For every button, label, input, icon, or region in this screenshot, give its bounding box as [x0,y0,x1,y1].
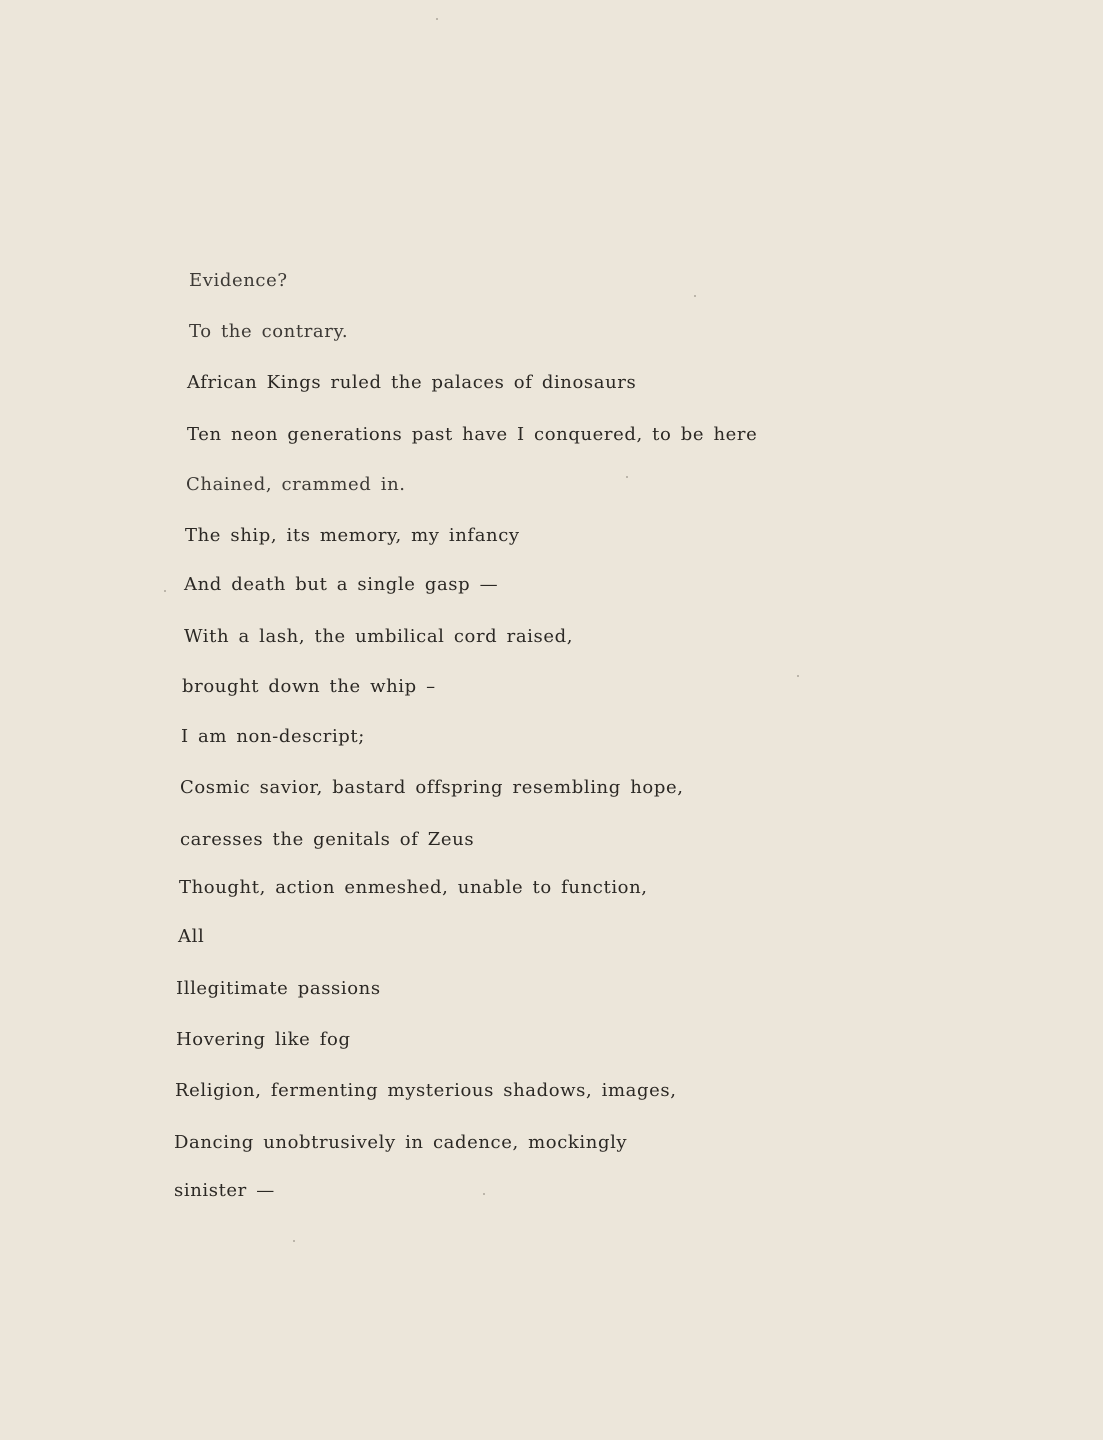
paper-speck [164,590,166,592]
poem-line: Ten neon generations past have I conquered, to be here [187,424,758,445]
poem-line: Illegitimate passions [176,978,381,999]
paper-speck [694,295,696,297]
poem-line: I am non-descript; [181,726,365,747]
paper-speck [797,675,799,677]
poem-line: African Kings ruled the palaces of dinosaurs [187,372,637,393]
paper-speck [436,18,438,20]
poem-line: Dancing unobtrusively in cadence, mockingly [174,1132,628,1153]
poem-line: And death but a single gasp — [184,574,499,595]
poem-line: sinister — [174,1180,275,1201]
poem-line: The ship, its memory, my infancy [185,525,520,546]
poem-line: Thought, action enmeshed, unable to function, [179,877,648,898]
poem-line: Cosmic savior, bastard offspring resembling hope, [180,777,684,798]
paper-speck [626,476,628,478]
paper-speck [293,1240,295,1242]
paper-speck [483,1193,485,1195]
poem-line: With a lash, the umbilical cord raised, [184,626,574,647]
poem-line: caresses the genitals of Zeus [180,829,475,850]
poem-line: Chained, crammed in. [186,474,406,495]
poem-line: Religion, fermenting mysterious shadows, images, [175,1080,677,1101]
poem-line: Evidence? [189,270,288,291]
poem-line: Hovering like fog [176,1029,351,1050]
poem-line: brought down the whip – [182,676,436,697]
poem-line: To the contrary. [189,321,349,342]
poem-line: All [178,926,205,947]
